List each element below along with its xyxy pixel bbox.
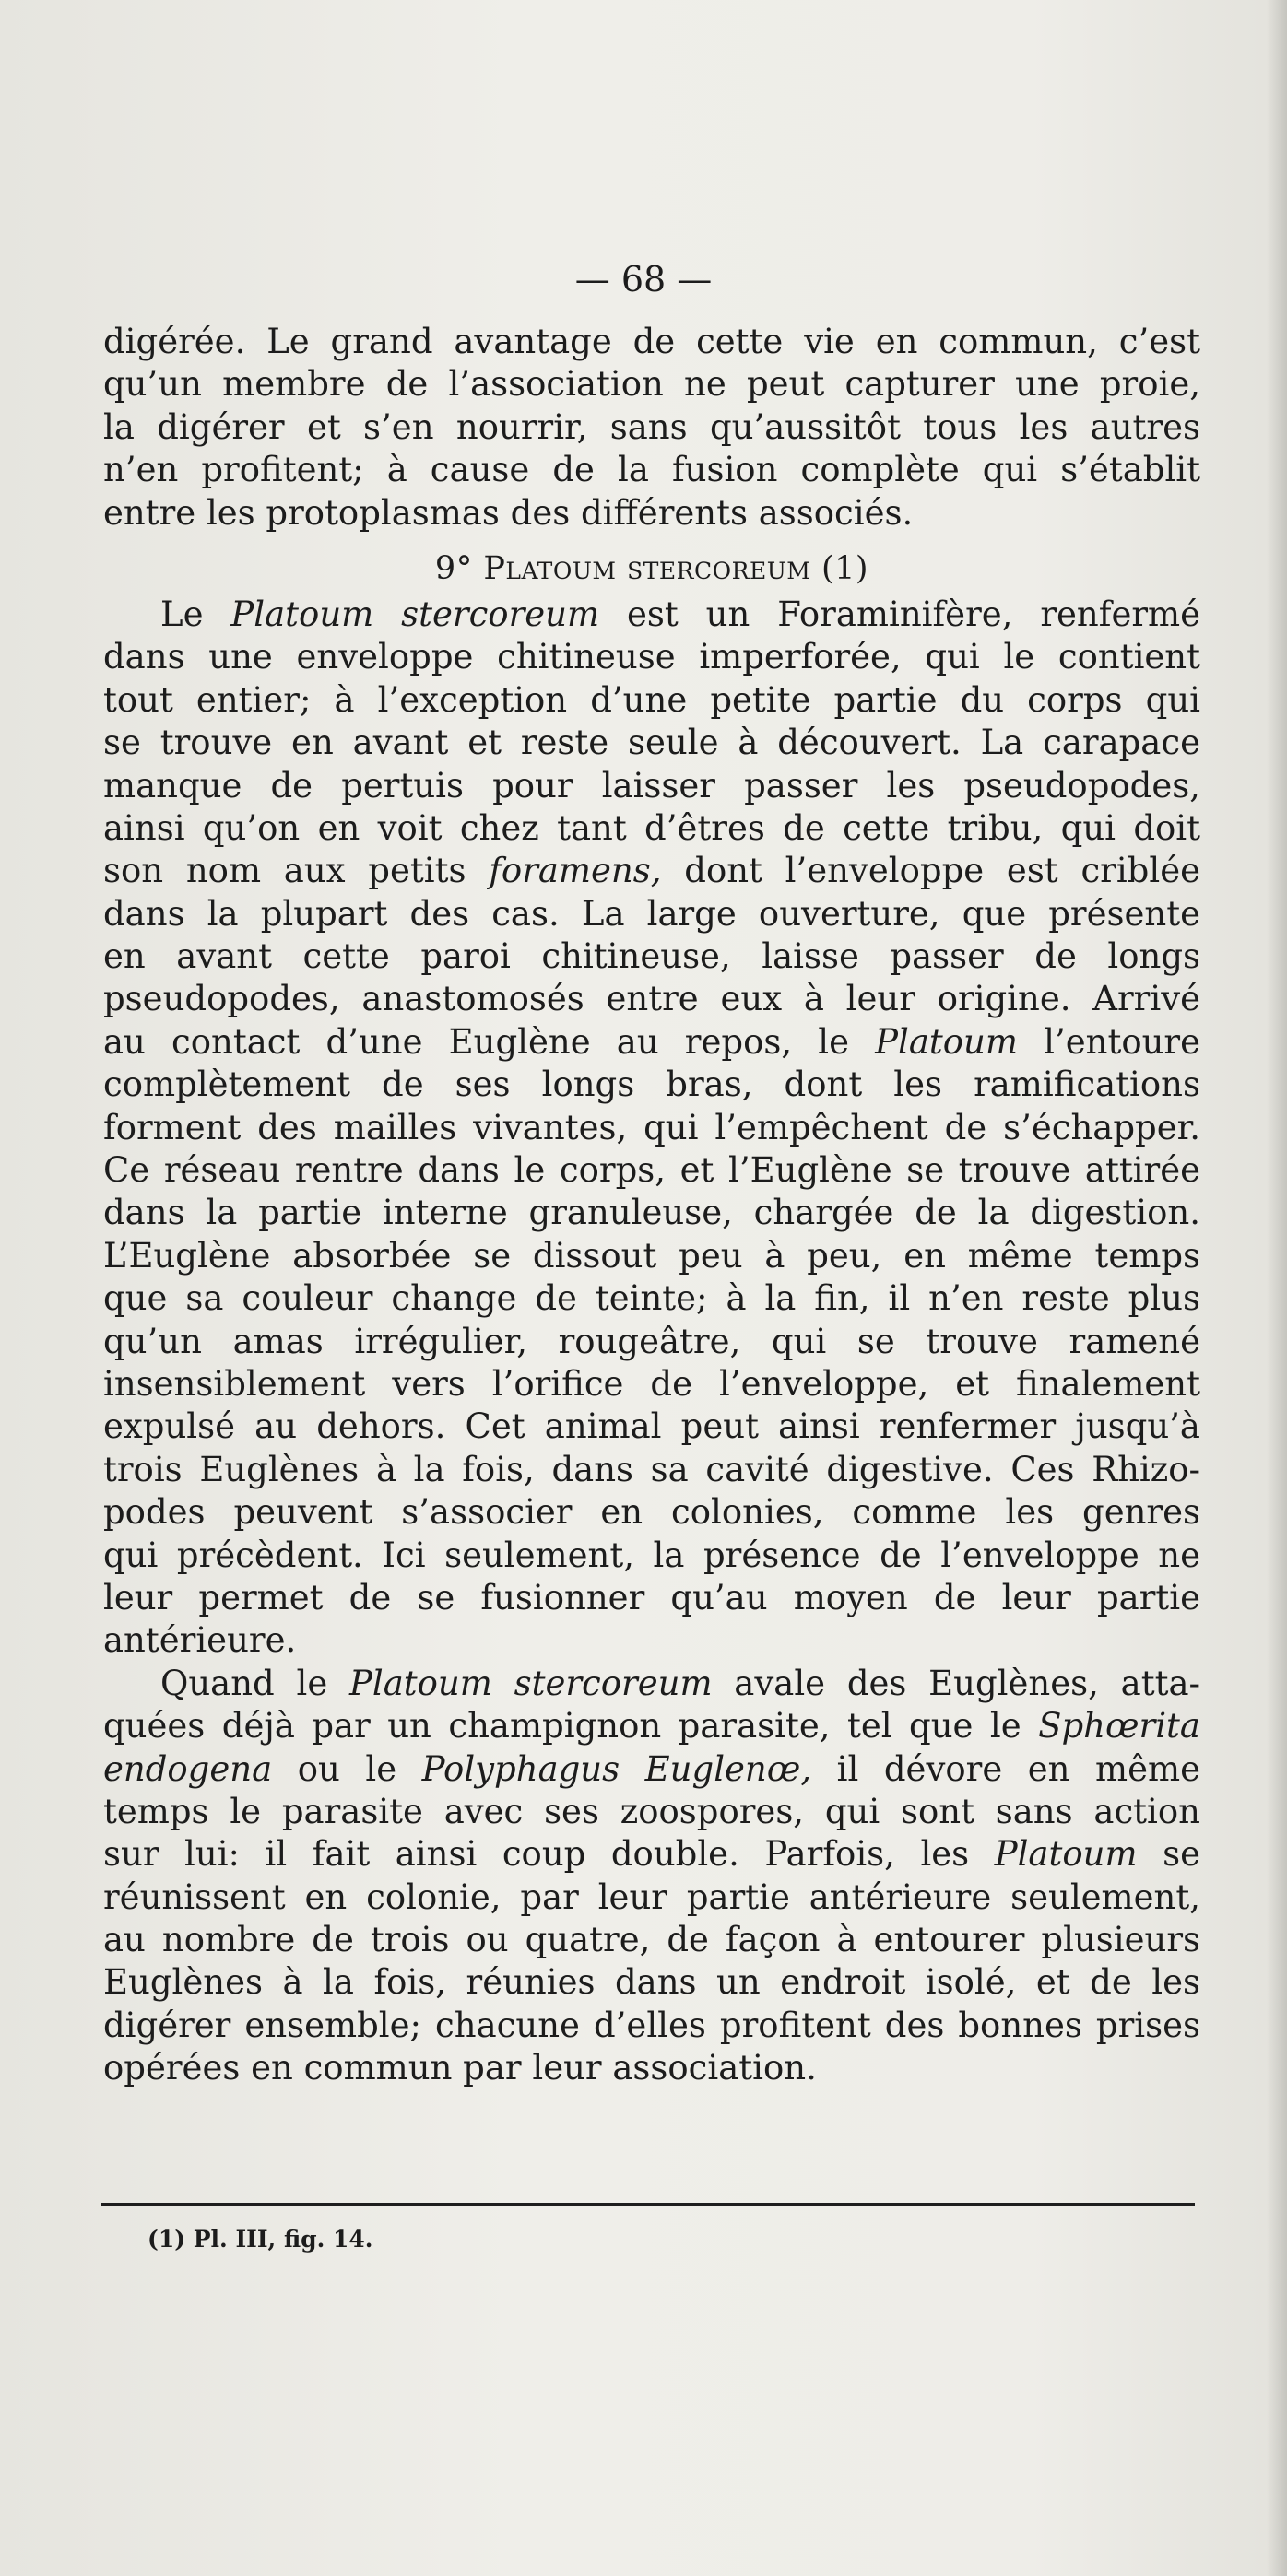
page-number: — 68 — — [574, 259, 713, 300]
footnote: (1) Pl. III, fig. 14. — [148, 2226, 373, 2253]
text-line: en avant cette paroi chitineuse, laisse passer de longs — [103, 936, 1200, 977]
text-line: entre les protoplasmas des différents associés. — [103, 492, 914, 533]
text-line: opérées en commun par leur association. — [103, 2048, 817, 2088]
footnote-rule — [101, 2203, 1195, 2206]
text-line: quées déjà par un champignon parasite, tel que le Sphœrita — [103, 1706, 1200, 1747]
text-line: dans la partie interne granuleuse, chargée de la digestion. — [103, 1193, 1200, 1233]
text-line: digérer ensemble; chacune d’elles profitent des bonnes prises — [103, 2005, 1200, 2045]
text-line: digérée. Le grand avantage de cette vie en commun, c’est — [103, 322, 1200, 361]
text-line: manque de pertuis pour laisser passer les pseudopodes, — [103, 765, 1200, 806]
text-line: son nom aux petits foramens, dont l’enveloppe est criblée — [103, 851, 1200, 891]
text-line: qu’un amas irrégulier, rougeâtre, qui se trouve ramené — [103, 1321, 1200, 1361]
text-line: Ce réseau rentre dans le corps, et l’Euglène se trouve attirée — [103, 1150, 1200, 1191]
text-line: Le Platoum stercoreum est un Foraminifère, renfermé — [160, 594, 1200, 634]
text-line: Quand le Platoum stercoreum avale des Euglènes, atta- — [160, 1663, 1200, 1703]
text-line: n’en profitent; à cause de la fusion complète qui s’établit — [103, 450, 1200, 490]
section-heading: 9° Platoum stercoreum (1) — [434, 549, 869, 587]
text-line: temps le parasite avec ses zoospores, qui sont sans action — [103, 1791, 1200, 1831]
text-line: L’Euglène absorbée se dissout peu à peu, en même temps — [103, 1235, 1200, 1276]
text-line: ainsi qu’on en voit chez tant d’êtres de cette tribu, qui doit — [103, 807, 1200, 848]
text-line: complètement de ses longs bras, dont les ramifications — [103, 1065, 1200, 1105]
text-line: qu’un membre de l’association ne peut capturer une proie, — [103, 364, 1200, 405]
text-line: au nombre de trois ou quatre, de façon à entourer plusieurs — [103, 1920, 1200, 1960]
text-line: leur permet de se fusionner qu’au moyen de leur partie — [103, 1577, 1200, 1617]
text-line: au contact d’une Euglène au repos, le Platoum l’entoure — [103, 1021, 1200, 1062]
text-line: trois Euglènes à la fois, dans sa cavité digestive. Ces Rhizo- — [103, 1449, 1200, 1489]
text-line: Euglènes à la fois, réunies dans un endroit isolé, et de les — [103, 1962, 1200, 2003]
text-line: se trouve en avant et reste seule à découvert. La carapace — [103, 723, 1200, 763]
page-edge-shadow — [1267, 0, 1287, 2576]
text-line: tout entier; à l’exception d’une petite partie du corps qui — [103, 679, 1200, 720]
text-line: podes peuvent s’associer en colonies, comme les genres — [103, 1492, 1200, 1533]
text-line: dans une enveloppe chitineuse imperforée, qui le contient — [103, 637, 1200, 677]
text-line: forment des mailles vivantes, qui l’empêchent de s’échapper. — [103, 1107, 1200, 1147]
text-line: endogena ou le Polyphagus Euglenœ, il dévore en même — [103, 1748, 1200, 1789]
body-text — [103, 321, 1200, 2090]
text-line: la digérer et s’en nourrir, sans qu’aussitôt tous les autres — [103, 406, 1200, 447]
text-line: dans la plupart des cas. La large ouverture, que présente — [103, 893, 1200, 934]
text-line: que sa couleur change de teinte; à la fin, il n’en reste plus — [103, 1278, 1200, 1319]
text-line: pseudopodes, anastomosés entre eux à leur origine. Arrivé — [103, 979, 1200, 1019]
text-line: expulsé au dehors. Cet animal peut ainsi renfermer jusqu’à — [103, 1406, 1200, 1447]
text-line: qui précèdent. Ici seulement, la présence de l’enveloppe ne — [103, 1535, 1200, 1575]
text-line: réunissent en colonie, par leur partie antérieure seulement, — [103, 1876, 1200, 1917]
text-line: sur lui: il fait ainsi coup double. Parfois, les Platoum se — [103, 1834, 1200, 1875]
text-line: insensiblement vers l’orifice de l’enveloppe, et finalement — [103, 1363, 1200, 1404]
text-line: antérieure. — [103, 1620, 297, 1661]
